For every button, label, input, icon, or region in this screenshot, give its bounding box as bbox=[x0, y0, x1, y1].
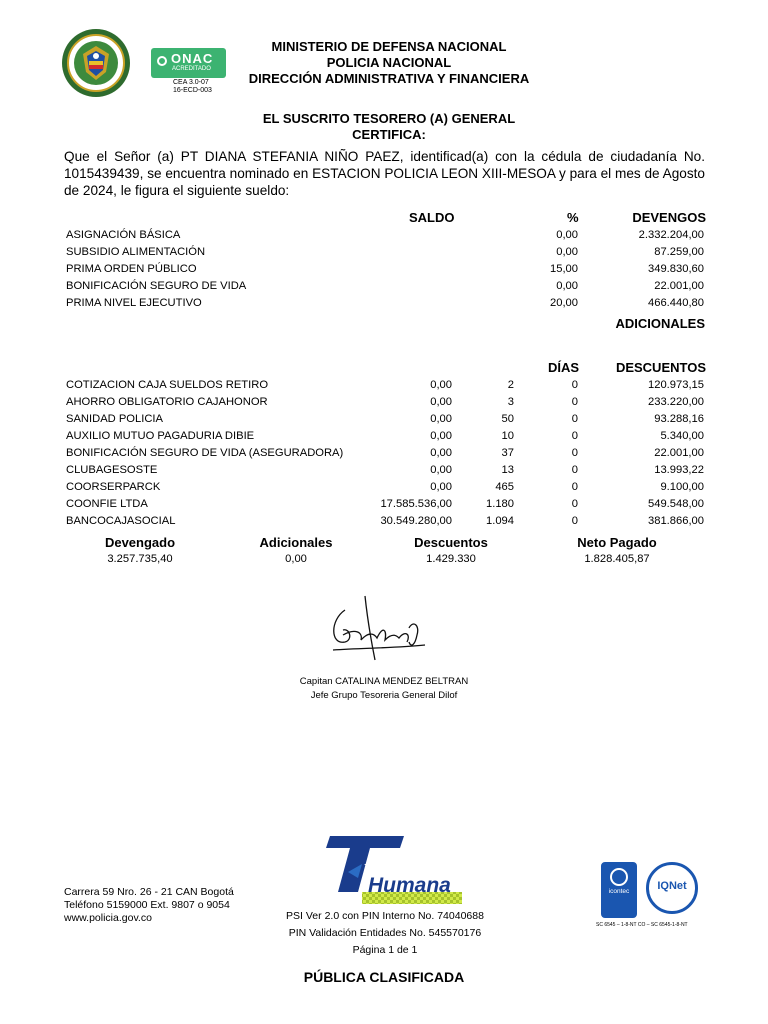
descuento-concept: COONFIE LTDA bbox=[66, 498, 148, 510]
summary-adicionales-value: 0,00 bbox=[285, 553, 307, 565]
devengos-row bbox=[66, 278, 706, 295]
descuento-code: 3 bbox=[507, 396, 514, 408]
footer-address: Carrera 59 Nro. 26 - 21 CAN Bogotá bbox=[64, 886, 234, 898]
footer-pin-interno: PSI Ver 2.0 con PIN Interno No. 74040688 bbox=[286, 910, 484, 922]
descuento-saldo: 17.585.536,00 bbox=[380, 498, 452, 510]
summary-devengado-value: 3.257.735,40 bbox=[107, 553, 173, 565]
devengo-pct: 15,00 bbox=[550, 263, 578, 275]
devengos-row bbox=[66, 227, 706, 244]
descuento-dias: 0 bbox=[571, 430, 578, 442]
devengos-header bbox=[66, 209, 706, 227]
descuento-concept: BANCOCAJASOCIAL bbox=[66, 515, 176, 527]
icontec-circle-icon bbox=[610, 868, 628, 886]
footer-website-link[interactable]: www.policia.gov.co bbox=[64, 912, 152, 924]
descuento-dias: 0 bbox=[571, 379, 578, 391]
descuento-value: 233.220,00 bbox=[648, 396, 704, 408]
descuento-value: 381.866,00 bbox=[648, 515, 704, 527]
descuento-concept: CLUBAGESOSTE bbox=[66, 464, 158, 476]
header-ministry: MINISTERIO DE DEFENSA NACIONAL bbox=[271, 39, 507, 54]
descuento-saldo: 0,00 bbox=[430, 379, 452, 391]
descuento-code: 1.094 bbox=[486, 515, 514, 527]
devengos-row bbox=[66, 244, 706, 261]
descuento-value: 5.340,00 bbox=[660, 430, 704, 442]
adicionales-label: ADICIONALES bbox=[615, 316, 705, 331]
devengo-value: 2.332.204,00 bbox=[638, 229, 704, 241]
descuentos-header bbox=[66, 359, 706, 377]
descuentos-row bbox=[66, 479, 706, 496]
summary-adicionales-label: Adicionales bbox=[259, 535, 333, 550]
onac-logo-text: ONAC bbox=[171, 51, 214, 66]
descuento-dias: 0 bbox=[571, 515, 578, 527]
humana-logo-text: Humana bbox=[368, 874, 451, 897]
descuento-saldo: 0,00 bbox=[430, 430, 452, 442]
col-pct: % bbox=[567, 210, 579, 225]
descuento-concept: AHORRO OBLIGATORIO CAJAHONOR bbox=[66, 396, 268, 408]
descuento-code: 50 bbox=[501, 413, 514, 425]
descuento-dias: 0 bbox=[571, 413, 578, 425]
footer-phone: Teléfono 5159000 Ext. 9807 o 9054 bbox=[64, 899, 230, 911]
col-descuentos: DESCUENTOS bbox=[615, 360, 706, 375]
descuento-value: 549.548,00 bbox=[648, 498, 704, 510]
descuento-saldo: 0,00 bbox=[430, 447, 452, 459]
descuento-value: 9.100,00 bbox=[660, 481, 704, 493]
descuentos-row bbox=[66, 513, 706, 530]
descuento-dias: 0 bbox=[571, 481, 578, 493]
humana-logo bbox=[318, 834, 468, 910]
descuento-saldo: 30.549.280,00 bbox=[380, 515, 452, 527]
descuento-dias: 0 bbox=[571, 396, 578, 408]
devengo-concept: SUBSIDIO ALIMENTACIÓN bbox=[66, 246, 206, 258]
descuento-concept: BONIFICACIÓN SEGURO DE VIDA (ASEGURADORA) bbox=[66, 447, 344, 459]
devengo-value: 349.830,60 bbox=[648, 263, 704, 275]
onac-code-1: CEA 3.0-07 bbox=[173, 79, 209, 86]
iqnet-logo bbox=[646, 862, 698, 914]
descuento-dias: 0 bbox=[571, 464, 578, 476]
descuento-saldo: 0,00 bbox=[430, 396, 452, 408]
descuentos-row bbox=[66, 462, 706, 479]
devengo-pct: 0,00 bbox=[556, 246, 578, 258]
footer-pin-validacion: PIN Validación Entidades No. 545570176 bbox=[288, 927, 482, 939]
descuentos-row bbox=[66, 377, 706, 394]
devengo-value: 22.001,00 bbox=[654, 280, 704, 292]
descuento-concept: COORSERPARCK bbox=[66, 481, 161, 493]
footer-contact bbox=[64, 886, 234, 925]
icontec-logo-text: icontec bbox=[608, 888, 630, 895]
summary-neto-label: Neto Pagado bbox=[577, 535, 657, 550]
intro-paragraph: Que el Señor (a) PT DIANA STEFANIA NIÑO PAEZ, identificad(a) con la cédula de ciudadanía No. 1015439439, se encuentra nominado en ESTACION POLICIA LEON XIII-MESOA y para el mes de Agosto de 2024, le figura el siguiente sueldo: bbox=[64, 149, 705, 198]
summary-devengado-label: Devengado bbox=[104, 535, 176, 550]
icontec-logo bbox=[601, 862, 637, 918]
devengo-pct: 20,00 bbox=[550, 297, 578, 309]
descuento-value: 22.001,00 bbox=[654, 447, 704, 459]
descuentos-row bbox=[66, 428, 706, 445]
devengo-concept: PRIMA NIVEL EJECUTIVO bbox=[66, 297, 202, 309]
descuento-value: 93.288,16 bbox=[654, 413, 704, 425]
descuento-dias: 0 bbox=[571, 498, 578, 510]
descuento-concept: SANIDAD POLICIA bbox=[66, 413, 163, 425]
descuento-saldo: 0,00 bbox=[430, 481, 452, 493]
devengo-concept: ASIGNACIÓN BÁSICA bbox=[66, 229, 181, 241]
descuento-concept: AUXILIO MUTUO PAGADURIA DIBIE bbox=[66, 430, 255, 442]
devengos-row bbox=[66, 261, 706, 278]
police-seal-logo bbox=[61, 28, 131, 98]
descuento-code: 1.180 bbox=[486, 498, 514, 510]
devengos-row bbox=[66, 295, 706, 312]
onac-code-2: 16-ECD-003 bbox=[173, 87, 212, 94]
summary-neto-value: 1.828.405,87 bbox=[584, 553, 650, 565]
iqnet-logo-text: IQNet bbox=[657, 880, 687, 892]
title-tesorero: EL SUSCRITO TESORERO (A) GENERAL bbox=[262, 111, 516, 126]
descuento-value: 13.993,22 bbox=[654, 464, 704, 476]
devengo-value: 466.440,80 bbox=[648, 297, 704, 309]
signature-role: Jefe Grupo Tesoreria General Dilof bbox=[310, 690, 458, 701]
descuento-dias: 0 bbox=[571, 447, 578, 459]
summary-descuentos-value: 1.429.330 bbox=[426, 553, 476, 565]
descuento-value: 120.973,15 bbox=[648, 379, 704, 391]
onac-logo-subtext: ACREDITADO bbox=[172, 66, 211, 72]
descuento-code: 37 bbox=[501, 447, 514, 459]
signature-name: Capitan CATALINA MENDEZ BELTRAN bbox=[299, 676, 469, 687]
descuento-saldo: 0,00 bbox=[430, 464, 452, 476]
descuentos-row bbox=[66, 496, 706, 513]
descuentos-row bbox=[66, 445, 706, 462]
header-police: POLICIA NACIONAL bbox=[326, 55, 452, 70]
col-devengos: DEVENGOS bbox=[632, 210, 706, 225]
title-certifica: CERTIFICA: bbox=[352, 127, 426, 142]
signature-image bbox=[325, 590, 435, 665]
descuento-code: 13 bbox=[501, 464, 514, 476]
descuento-code: 10 bbox=[501, 430, 514, 442]
descuento-code: 465 bbox=[495, 481, 514, 493]
descuentos-row bbox=[66, 411, 706, 428]
devengo-concept: BONIFICACIÓN SEGURO DE VIDA bbox=[66, 280, 247, 292]
devengo-value: 87.259,00 bbox=[654, 246, 704, 258]
col-dias: DÍAS bbox=[548, 360, 580, 375]
descuentos-row bbox=[66, 394, 706, 411]
header-direction: DIRECCIÓN ADMINISTRATIVA Y FINANCIERA bbox=[248, 71, 530, 86]
col-saldo: SALDO bbox=[409, 210, 455, 225]
footer-page-number: Página 1 de 1 bbox=[352, 944, 418, 956]
devengo-concept: PRIMA ORDEN PÚBLICO bbox=[66, 263, 197, 275]
classification-label: PÚBLICA CLASIFICADA bbox=[303, 969, 465, 985]
devengo-pct: 0,00 bbox=[556, 229, 578, 241]
descuento-saldo: 0,00 bbox=[430, 413, 452, 425]
descuento-code: 2 bbox=[507, 379, 514, 391]
devengo-pct: 0,00 bbox=[556, 280, 578, 292]
summary-descuentos-label: Descuentos bbox=[414, 535, 488, 550]
cert-codes: SC 6545 – 1-8-NT CO – SC 6545-1-8-NT bbox=[596, 922, 688, 928]
descuento-concept: COTIZACION CAJA SUELDOS RETIRO bbox=[66, 379, 269, 391]
